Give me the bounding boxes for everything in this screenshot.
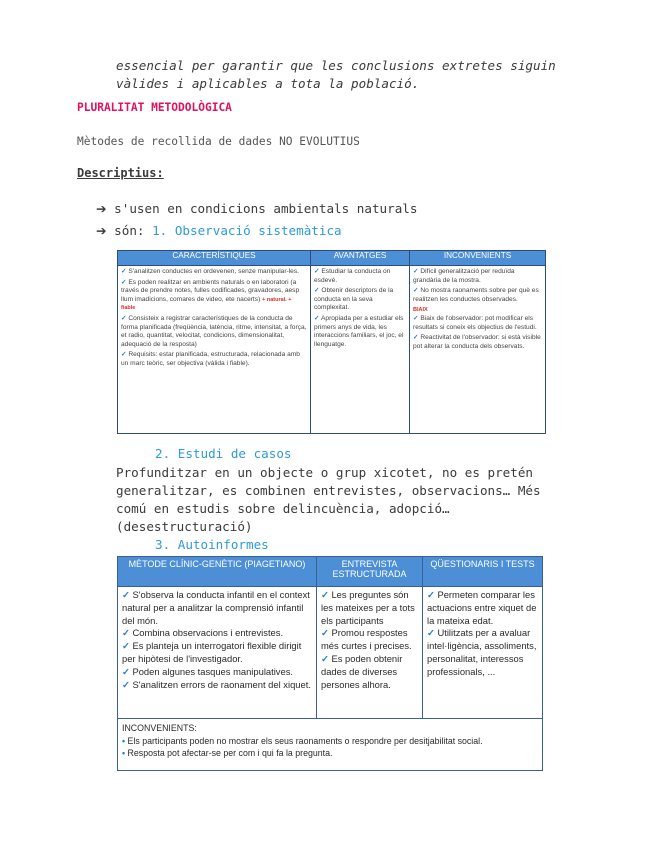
check-icon: ✓	[413, 268, 419, 275]
casos-paragraph-line-4: (desestructuració)	[116, 519, 253, 534]
list-item: ✓ Es poden obtenir dades de diverses persones alhora.	[321, 652, 403, 690]
arrow-icon: ➔	[96, 223, 107, 238]
check-icon: ✓	[427, 589, 435, 600]
check-icon: ✓	[427, 627, 435, 639]
header-avantatges: AVANTATGES	[311, 251, 410, 266]
cell-inconvenients-general	[118, 719, 543, 771]
list-item: ✓ Difícil generalització per reduïda grandària de la mostra.	[413, 268, 515, 284]
intro-line-1: essencial per garantir que les conclusions extretes siguin	[116, 58, 556, 73]
check-icon: ✓	[121, 314, 127, 322]
list-item: ✓ Obtenir descriptors de la conducta en la seva complexitat.	[314, 287, 394, 312]
check-icon: ✓	[413, 287, 419, 295]
check-icon: ✓	[121, 351, 127, 359]
check-icon: ✓	[321, 652, 329, 664]
header-entrevista: ENTREVISTA ESTRUCTURADA	[317, 557, 423, 587]
list-item: ✓ S'analitzen conductes en ordevenen, senze manipular-les.	[121, 268, 299, 275]
list-item: ✓ Poden algunes tasques manipulatives.	[122, 665, 293, 677]
cell-avantatges	[311, 266, 410, 434]
estudi-casos-heading: 2. Estudi de casos	[155, 446, 292, 461]
cell-caracteristiques	[118, 266, 311, 434]
annotation-note: + natural. + fiable	[121, 296, 292, 312]
inconvenients-title: INCONVENIENTS:	[122, 723, 197, 733]
check-icon: ✓	[314, 287, 320, 295]
autoinformes-heading: 3. Autoinformes	[155, 537, 269, 552]
bullet-text-1: s'usen en condicions ambientals naturals	[114, 201, 418, 216]
descriptius-heading: Descriptius:	[77, 166, 164, 180]
list-item: ✓ Es poden realitzar en ambients naturals o en laboratori (a través de prendre notes, fulles codificades, gravadores, aesp llum imadicions, comares de video, ete nacerts) + natural. + fiable	[121, 278, 300, 312]
list-item: ✓ Permeten comparar les actuacions entre xiquet de la mateixa edat.	[427, 589, 537, 626]
bullet-item-2	[96, 223, 342, 238]
header-inconvenients: INCONVENIENTS	[410, 251, 546, 266]
check-icon: ✓	[122, 589, 130, 600]
cell-entrevista	[317, 587, 423, 719]
list-item: ✓ Estudiar la conducta on esdevé.	[314, 268, 391, 284]
casos-paragraph-line-1: Profunditzar en un objecte o grup xicotet, no es pretén	[116, 465, 534, 480]
check-icon: ✓	[413, 334, 419, 342]
check-icon: ✓	[122, 640, 130, 652]
list-item: ✓ Utilitzats per a avaluar intel·ligència, assoliments, personalitat, interessos professionals, ...	[427, 627, 537, 677]
check-icon: ✓	[321, 627, 329, 639]
list-item: ✓ Es planteja un interrogatori flexible dirigit per hipòtesi de l'investigador.	[122, 640, 302, 664]
check-icon: ✓	[314, 314, 320, 322]
check-icon: ✓	[122, 678, 130, 690]
bullet-item-1	[96, 201, 417, 216]
intro-line-2: vàlides i aplicables a tota la població.	[116, 76, 420, 91]
check-icon: ✓	[121, 268, 127, 275]
cell-metode-clinic	[118, 587, 317, 719]
check-icon: ✓	[314, 268, 320, 275]
check-icon: ✓	[122, 665, 130, 677]
list-item: ✓ Les preguntes són les mateixes per a tots els participants	[321, 589, 415, 626]
bullet-icon: •	[122, 748, 126, 759]
cell-inconvenients	[410, 266, 546, 434]
check-icon: ✓	[321, 589, 329, 600]
casos-paragraph-line-2: generalitzar, es combinen entrevistes, observacions… Més	[116, 483, 541, 498]
header-caracteristiques: CARACTERÍSTIQUES	[118, 251, 311, 266]
header-questionaris: QÜESTIONARIS I TESTS	[423, 557, 543, 587]
observacio-sistematica-link: 1. Observació sistemàtica	[152, 223, 342, 238]
list-item: • Els participants poden no mostrar els seus raonaments o respondre per desitjabilitat social.	[122, 735, 483, 746]
check-icon: ✓	[413, 314, 419, 322]
list-item: • Resposta pot afectar-se per com i qui fa la pregunta.	[122, 748, 333, 759]
arrow-icon: ➔	[96, 201, 107, 216]
list-item: ✓ Requisits: estar planificada, estructurada, relacionada amb un marc teòric, ser objectiva (vàlida i fiable).	[121, 351, 300, 367]
methods-line: Mètodes de recollida de dades NO EVOLUTIUS	[77, 135, 360, 148]
annotation-note: BIAIX	[413, 307, 428, 314]
list-item: ✓ Consisteix a registrar característiques de la conducta de forma planificada (freqüència, latència, ritme, intensitat, a força, et radio, quantitat, velocitat, condicions, dimensionalitat, adequació de la resposta)	[121, 314, 307, 348]
list-item: ✓ Reactivitat de l'observador: si està visible pot alterar la conducta dels observats.	[413, 334, 541, 350]
observation-table	[117, 250, 546, 434]
list-item: ✓ Combina observacions i entrevistes.	[122, 627, 284, 639]
list-item: ✓ Promou respostes més curtes i precises.	[321, 627, 412, 652]
list-item: ✓ S'analitzen errors de raonament del xiquet.	[122, 678, 311, 690]
list-item: ✓ No mostra raonaments sobre per què es realitzen les conductes observades.	[413, 287, 539, 303]
check-icon: ✓	[122, 627, 130, 639]
list-item: ✓ Apropiada per a estudiar els primers anys de vida, les interaccions familiars, el joc, el llenguatge.	[314, 314, 404, 348]
cell-questionaris	[423, 587, 543, 719]
header-metode-clinic: MÈTODE CLÍNIC-GENÈTIC (PIAGETIANO)	[118, 557, 317, 587]
check-icon: ✓	[121, 278, 127, 286]
bullet-icon: •	[122, 735, 126, 746]
list-item: BIAIX ✓ Biaix de l'observador: pot modificar els resultats si coneix els objectius de l'estudi.	[413, 307, 537, 331]
bullet-text-2-prefix: són:	[114, 223, 153, 238]
section-title: PLURALITAT METODOLÒGICA	[77, 101, 232, 114]
list-item: ✓ S'observa la conducta infantil en el context natural per a analitzar la comprensió infantil del món.	[122, 589, 310, 626]
casos-paragraph-line-3: comú en estudis sobre delincuència, adopció…	[116, 501, 450, 516]
autoinformes-table	[117, 556, 543, 771]
